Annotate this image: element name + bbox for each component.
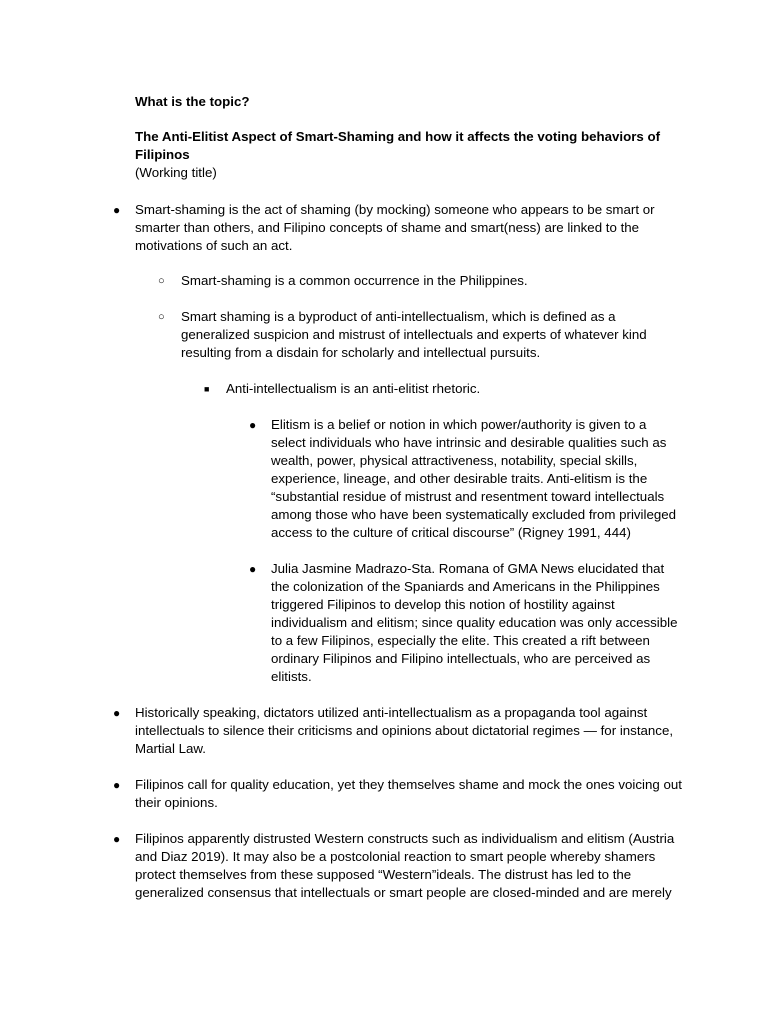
bullet-circle-icon: ○ xyxy=(158,275,165,287)
text-line: Smart-shaming is a common occurrence in the Philippines. xyxy=(181,273,528,288)
text-line: generalized consensus that intellectuals or smart people are closed-minded and are merely xyxy=(135,885,672,900)
text-line: Smart-shaming is the act of shaming (by mocking) someone who appears to be smart or xyxy=(135,202,655,217)
text-line: Martial Law. xyxy=(135,741,206,756)
text-line: ordinary Filipinos and Filipino intellectuals, who are perceived as xyxy=(271,651,651,666)
text-line: experience, lineage, and other desirable traits. Anti-elitism is the xyxy=(271,471,648,486)
text-line: Smart shaming is a byproduct of anti-intellectualism, which is defined as a xyxy=(181,309,616,324)
text-line: generalized suspicion and mistrust of intellectuals and experts of whatever kind xyxy=(181,327,647,342)
list-item xyxy=(135,704,673,758)
text-line: Elitism is a belief or notion in which power/authority is given to a xyxy=(271,417,647,432)
list-item xyxy=(135,776,682,812)
text-line: elitists. xyxy=(271,669,312,684)
bullet-disc-icon: ● xyxy=(249,418,257,432)
list-item xyxy=(226,380,480,398)
bullet-disc-icon: ● xyxy=(249,562,257,576)
title-line-1: The Anti-Elitist Aspect of Smart-Shaming and how it affects the voting behaviors of xyxy=(135,129,661,144)
bullet-disc-icon: ● xyxy=(113,706,121,720)
text-line: Filipinos call for quality education, yet they themselves shame and mock the ones voicing out xyxy=(135,777,682,792)
text-line: access to the culture of critical discourse” (Rigney 1991, 444) xyxy=(271,525,631,540)
text-line: “substantial residue of mistrust and resentment toward intellectuals xyxy=(271,489,665,504)
working-title-note: (Working title) xyxy=(135,165,217,180)
text-line: Historically speaking, dictators utilized anti-intellectualism as a propaganda tool against xyxy=(135,705,648,720)
text-line: smarter than others, and Filipino concepts of shame and smart(ness) are linked to the xyxy=(135,220,640,235)
text-line: wealth, power, physical attractiveness, notability, special skills, xyxy=(271,453,638,468)
list-item xyxy=(181,272,528,290)
list-item xyxy=(181,308,647,362)
text-line: triggered Filipinos to develop this notion of hostility against xyxy=(271,597,615,612)
text-line: protect themselves from these supposed “Western”ideals. The distrust has led to the xyxy=(135,867,632,882)
bullet-disc-icon: ● xyxy=(113,832,121,846)
bullet-square-icon: ■ xyxy=(204,384,210,394)
text-line: to a few Filipinos, especially the elite. This created a rift between xyxy=(271,633,650,648)
bullet-disc-icon: ● xyxy=(113,203,121,217)
text-line: the colonization of the Spaniards and Americans in the Philippines xyxy=(271,579,660,594)
text-line: Julia Jasmine Madrazo-Sta. Romana of GMA News elucidated that xyxy=(271,561,665,576)
text-line: among those who have been systematically excluded from privileged xyxy=(271,507,677,522)
text-line: Anti-intellectualism is an anti-elitist rhetoric. xyxy=(226,381,481,396)
list-item xyxy=(271,560,678,686)
list-item xyxy=(135,201,655,255)
bullet-disc-icon: ● xyxy=(113,778,121,792)
title-line-2: Filipinos xyxy=(135,147,190,162)
text-line: and Diaz 2019). It may also be a postcolonial reaction to smart people whereby shamers xyxy=(135,849,656,864)
text-line: resulting from a disdain for scholarly and intellectual pursuits. xyxy=(181,345,541,360)
question-heading: What is the topic? xyxy=(135,94,250,109)
text-line: their opinions. xyxy=(135,795,218,810)
bullet-circle-icon: ○ xyxy=(158,311,165,323)
text-line: motivations of such an act. xyxy=(135,238,293,253)
text-line: select individuals who have intrinsic and desirable qualities such as xyxy=(271,435,667,450)
list-item xyxy=(271,416,676,542)
text-line: individualism and elitism; since quality education was only accessible xyxy=(271,615,678,630)
text-line: Filipinos apparently distrusted Western constructs such as individualism and elitism (Austria xyxy=(135,831,675,846)
text-line: intellectuals to silence their criticisms and opinions about dictatorial regimes — for instance, xyxy=(135,723,674,738)
list-item xyxy=(135,830,674,902)
